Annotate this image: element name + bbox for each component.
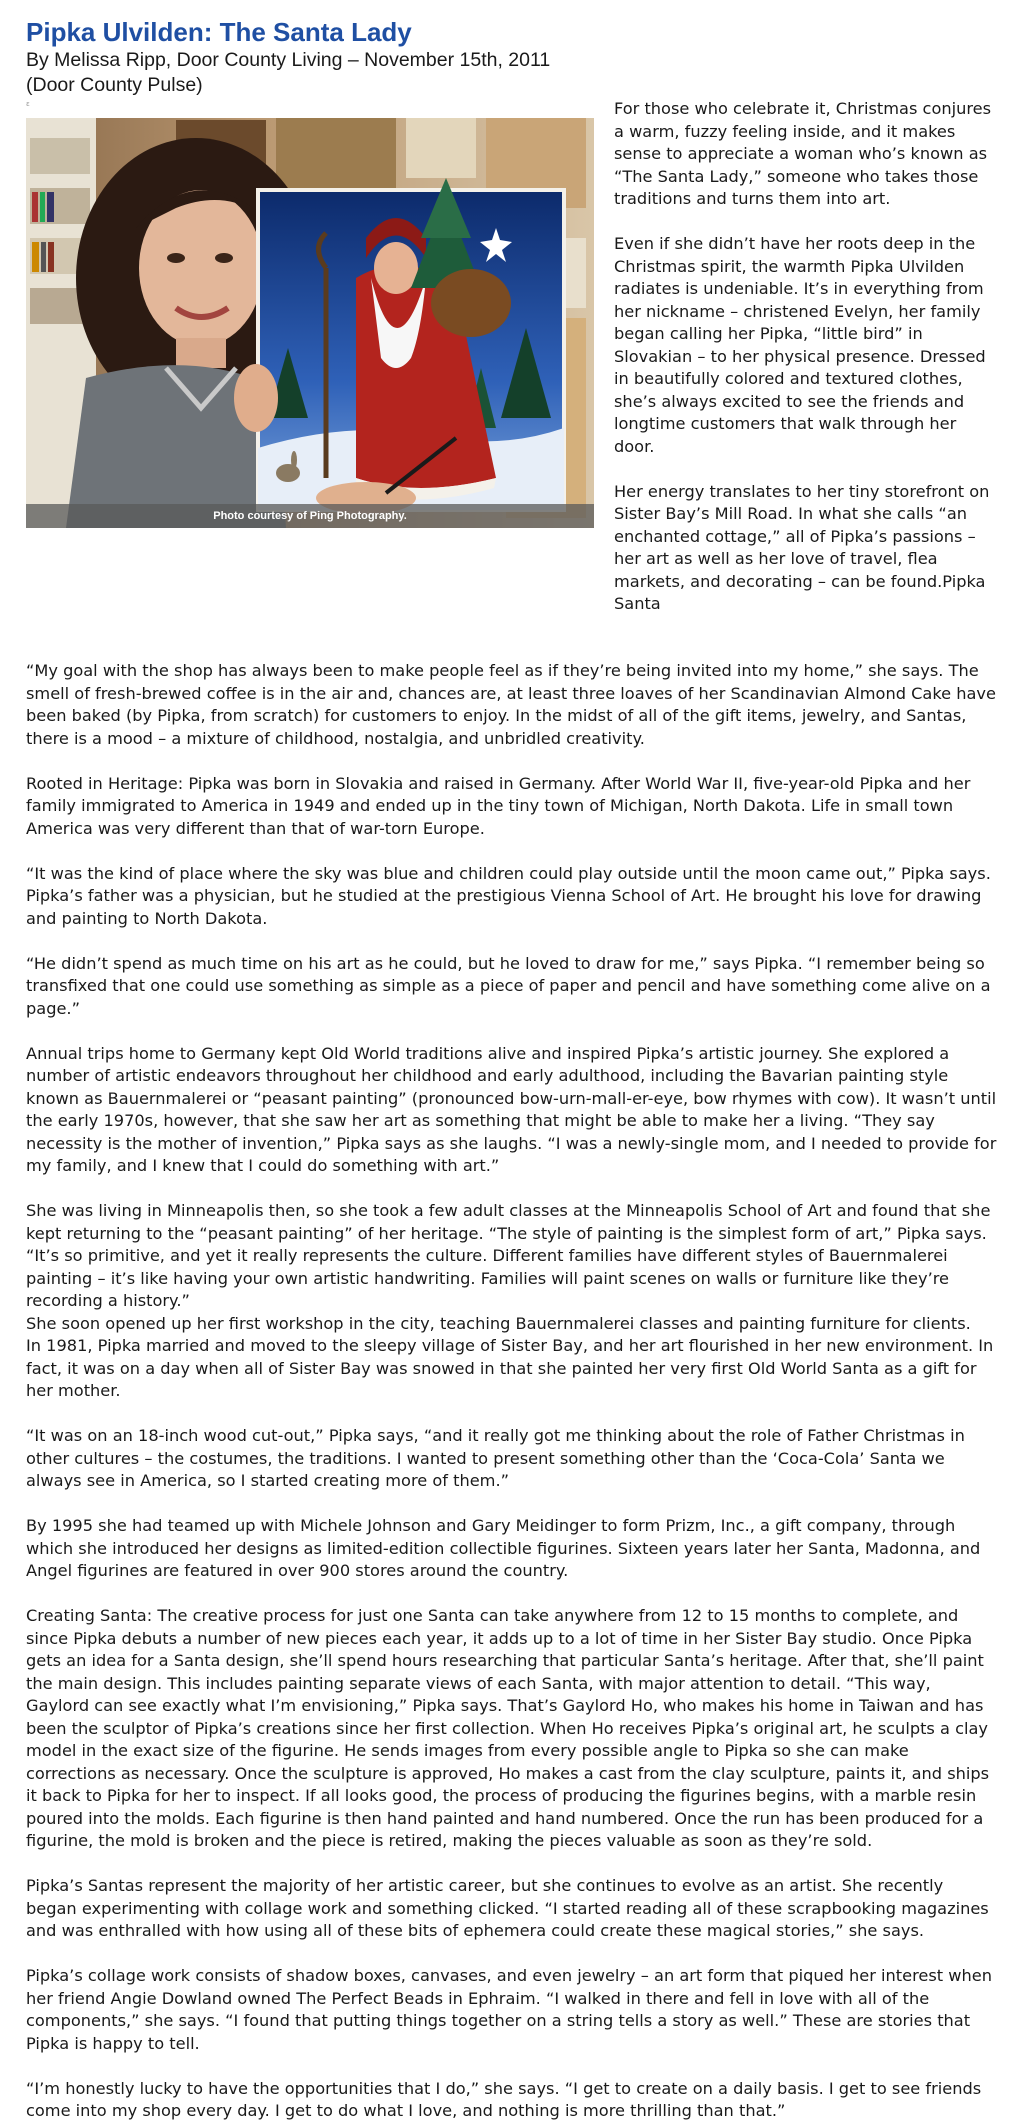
top-row — [26, 99, 998, 638]
article-body — [26, 660, 998, 2123]
intro-paragraph-2: Even if she didn’t have her roots deep in the Christmas spirit, the warmth Pipka Ulvilden radiates is undeniable. It’s in everything from her nickname – christened Evelyn, her family began calling her Pipka, “little bird” in Slovakian – to her physical presence. Dressed in beautifully colored and textured clothes, she’s always excited to see the friends and longtime customers that walk through her door. — [614, 234, 986, 456]
intro-paragraph-3: Her energy translates to her tiny storefront on Sister Bay’s Mill Road. In what she calls “an enchanted cottage,” all of Pipka’s passions – her art as well as her love of travel, flea markets, and decorating – can be found.Pipka Santa — [614, 481, 990, 613]
body-paragraph-1: “My goal with the shop has always been to make people feel as if they’re being invited into my home,” she says. The smell of fresh-brewed coffee is in the air and, chances are, at least three loaves of her Scandinavian Almond Cake have been baked (by Pipka, from scratch) for customers to enjoy. In the midst of all of the gift items, jewelry, and Santas, there is a mood – a mixture of childhood, nostalgia, and unbridled creativity. — [26, 661, 996, 748]
photo-illustration — [26, 118, 594, 528]
body-paragraph-3: “It was the kind of place where the sky was blue and children could play outside until the moon came out,” Pipka says. Pipka’s father was a physician, but he studied at the prestigious Vienna School of Art. He brought his love for drawing and painting to North Dakota. — [26, 863, 991, 928]
article-photo — [26, 118, 594, 528]
byline-source: (Door County Pulse) — [26, 74, 203, 96]
body-paragraph-8: Creating Santa: The creative process for just one Santa can take anywhere from 12 to 15 months to complete, and since Pipka debuts a number of new pieces each year, it adds up to a lot of time in her Sister Bay studio. Once Pipka gets an idea for a Santa design, she’ll spend hours researching that particular Santa’s heritage. After that, she’ll paint the main design. This includes painting separate views of each Santa, with major attention to detail. “This way, Gaylord can see exactly what I’m envisioning,” Pipka says. That’s Gaylord Ho, who makes his home in Taiwan and has been the sculptor of Pipka’s creations since her first collection. When Ho receives Pipka’s original art, he sculpts a clay model in the exact size of the figurine. He sends images from every possible angle to Pipka so she can make corrections as necessary. Once the sculpture is approved, Ho makes a cast from the clay sculpture, paints it, and ships it back to Pipka for her to inspect. If all looks good, the process of producing the figurines begins, with a marble resin poured into the molds. Each figurine is then hand painted and hand numbered. Once the run has been produced for a figurine, the mold is broken and the piece is retired, making the pieces valuable as soon as they’re sold. — [26, 1606, 990, 1850]
body-paragraph-minneapolis — [26, 1200, 998, 1403]
article-byline — [26, 48, 998, 98]
article-title: Pipka Ulvilden: The Santa Lady — [26, 17, 412, 47]
body-paragraph-7: By 1995 she had teamed up with Michele Johnson and Gary Meidinger to form Prizm, Inc., a gift company, through which she introduced her designs as limited-edition collectible figurines. Sixteen years later her Santa, Madonna, and Angel figurines are featured in over 900 stores around the country. — [26, 1516, 981, 1580]
photo-credit: Photo courtesy of Ping Photography. — [26, 504, 594, 528]
intro-column — [614, 98, 998, 638]
intro-paragraph-1: For those who celebrate it, Christmas conjures a warm, fuzzy feeling inside, and it makes sense to appreciate a woman who’s known as “The Santa Lady,” someone who takes those traditions and turns them into art. — [614, 99, 992, 208]
minneapolis-text-2: She soon opened up her first workshop in the city, teaching Bauernmalerei classes and painting furniture for clients. — [26, 1313, 971, 1333]
body-paragraph-11: “I’m honestly lucky to have the opportunities that I do,” she says. “I get to create on a daily basis. I get to see friends come into my shop every day. I get to do what I love, and nothing is more thrilling than that.” — [26, 2078, 982, 2120]
body-paragraph-10: Pipka’s collage work consists of shadow boxes, canvases, and even jewelry – an art form that piqued her interest when her friend Angie Dowland owned The Perfect Beads in Ephraim. “I walked in there and fell in love with all of the components,” she says. “I found that putting things together on a string tells a story as well.” These are stories that Pipka is happy to tell. — [26, 1966, 992, 2053]
byline-author-date: By Melissa Ripp, Door County Living – November 15th, 2011 — [26, 49, 551, 71]
body-paragraph-2: Rooted in Heritage: Pipka was born in Slovakia and raised in Germany. After World War II, five-year-old Pipka and her family immigrated to America in 1949 and ended up in the tiny town of Michigan, North Dakota. Life in small town America was very different than that of war-torn Europe. — [26, 773, 971, 838]
small-mark: ε — [26, 100, 30, 108]
body-paragraph-5: Annual trips home to Germany kept Old World traditions alive and inspired Pipka’s artistic journey. She explored a number of artistic endeavors throughout her childhood and early adulthood, including the Bavarian painting style known as Bauernmalerei or “peasant painting” (pronounced bow-urn-mall-er-eye, bow rhymes with cow). It wasn’t until the early 1970s, however, that she saw her art as something that might be able to make her a living. “They say necessity is the mother of invention,” Pipka says as she laughs. “I was a newly-single mom, and I needed to provide for my family, and I knew that I could do something with art.” — [26, 1043, 997, 1175]
body-paragraph-4: “He didn’t spend as much time on his art as he could, but he loved to draw for me,” says Pipka. “I remember being so transfixed that one could use something as simple as a piece of paper and pencil and have something come alive on a page.” — [26, 953, 991, 1018]
body-paragraph-9: Pipka’s Santas represent the majority of her artistic career, but she continues to evolve as an artist. She recently began experimenting with collage work and something clicked. “I started reading all of these scrapbooking magazines and was enthralled with how using all of these bits of ephemera could create these magical stories,” she says. — [26, 1876, 989, 1940]
body-paragraph-6: “It was on an 18-inch wood cut-out,” Pipka says, “and it really got me thinking about the role of Father Christmas in other cultures – the costumes, the traditions. I wanted to present something other than the ‘Coca-Cola’ Santa we always see in America, so I started creating more of them.” — [26, 1426, 965, 1490]
minneapolis-text-3: In 1981, Pipka married and moved to the sleepy village of Sister Bay, and her art flourished in her new environment. In fact, it was on a day when all of Sister Bay was snowed in that she painted her very first Old World Santa as a gift for her mother. — [26, 1336, 994, 1400]
minneapolis-text-1: She was living in Minneapolis then, so she took a few adult classes at the Minneapolis School of Art and found that she kept returning to the “peasant painting” of her heritage. “The style of painting is the simplest form of art,” Pipka says. “It’s so primitive, and yet it really represents the culture. Different families have different styles of Bauernmalerei painting – it’s like having your own artistic handwriting. Families will paint scenes on walls or furniture like they’re recording a history.” — [26, 1201, 991, 1310]
